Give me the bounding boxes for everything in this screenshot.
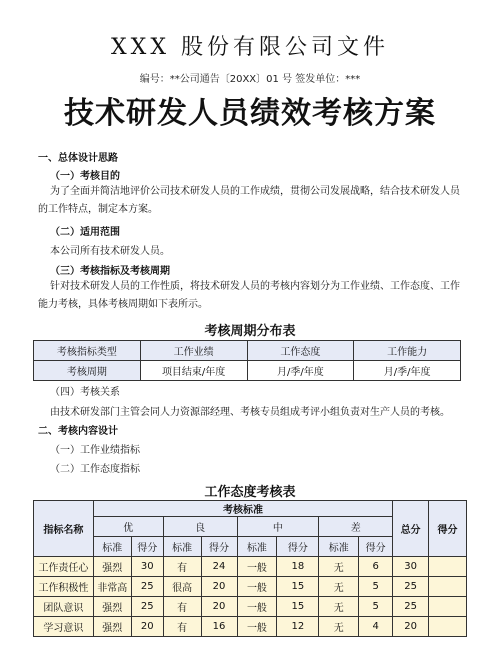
standard-cell: 一般 [237,597,277,617]
table-header-cell: 工作能力 [354,341,461,361]
indicators-text: 针对技术研发人员的工作性质，将技术研发人员的考核内容划分为工作业绩、工作态度、工作能力考核，具体考核周期如下表所示。 [38,281,460,310]
purpose-text: 为了全面并简洁地评价公司技术研发人员的工作成绩，贯彻公司发展战略，结合技术研发人员的工作特点，制定本方案。 [38,186,460,215]
table-cell: 考核周期 [34,361,141,381]
score-cell: 5 [359,597,393,617]
obtained-score-cell [429,557,467,577]
standard-cell: 无 [319,597,359,617]
table-row [34,577,467,597]
sub-standard-header: 标准 [163,537,201,557]
total-score-cell: 25 [393,577,429,597]
obtained-score-cell [429,577,467,597]
score-cell: 20 [131,617,163,637]
table-row [34,617,467,637]
subsection-heading-purpose: （一）考核目的 [50,171,120,182]
indicator-name-cell: 工作积极性 [34,577,94,597]
indicator-name-header: 指标名称 [34,501,94,557]
grade-poor: 差 [319,517,393,537]
score-cell: 5 [359,577,393,597]
score-cell: 16 [201,617,237,637]
subsection-heading-scope: （二）适用范围 [50,227,120,238]
total-score-cell: 25 [393,597,429,617]
obtained-score-cell [429,617,467,637]
standard-cell: 无 [319,557,359,577]
section-heading-2: 二、考核内容设计 [38,426,118,437]
relationship-text: 由技术研发部门主管会同人力资源部经理、考核专员组成考评小组负责对生产人员的考核。 [50,407,450,418]
total-score-cell: 20 [393,617,429,637]
table-header-row [34,341,461,361]
standard-cell: 无 [319,617,359,637]
score-cell: 4 [359,617,393,637]
table-row [34,597,467,617]
table1-caption: 考核周期分布表 [204,324,296,339]
section-heading-1: 一、总体设计思路 [38,153,118,164]
standard-cell: 非常高 [93,577,131,597]
standard-cell: 强烈 [93,557,131,577]
score-cell: 20 [201,597,237,617]
table-cell: 月/季/年度 [354,361,461,381]
cycle-distribution-table [33,340,461,381]
grade-good: 良 [163,517,237,537]
obtained-score-header: 得分 [429,501,467,557]
total-score-cell: 30 [393,557,429,577]
standard-cell: 有 [163,557,201,577]
grade-excellent: 优 [93,517,163,537]
score-cell: 12 [277,617,319,637]
document-header-title: XXX 股份有限公司文件 [111,35,389,60]
total-score-header: 总分 [393,501,429,557]
table-cell: 月/季/年度 [247,361,354,381]
sub-standard-header: 标准 [319,537,359,557]
standard-cell: 有 [163,617,201,637]
main-title: 技术研发人员绩效考核方案 [64,96,436,131]
subsection-heading-relationship: （四）考核关系 [50,387,120,398]
subsection-heading-attitude: （二）工作态度指标 [50,464,140,475]
table2-caption: 工作态度考核表 [204,485,296,500]
sub-standard-header: 标准 [93,537,131,557]
standard-cell: 一般 [237,577,277,597]
sub-score-header: 得分 [277,537,319,557]
standard-cell: 很高 [163,577,201,597]
standard-cell: 一般 [237,557,277,577]
table-header-row [34,501,467,517]
attitude-assessment-table [33,500,467,637]
table-header-cell: 工作业绩 [140,341,247,361]
score-cell: 15 [277,597,319,617]
score-cell: 30 [131,557,163,577]
subsection-heading-indicators: （三）考核指标及考核周期 [50,266,170,277]
indicator-name-cell: 学习意识 [34,617,94,637]
subsection-heading-performance: （一）工作业绩指标 [50,445,140,456]
document-number: 编号：**公司通告〔20XX〕01 号 签发单位：*** [139,74,361,85]
sub-score-header: 得分 [131,537,163,557]
score-cell: 24 [201,557,237,577]
standard-cell: 有 [163,597,201,617]
sub-score-header: 得分 [359,537,393,557]
score-cell: 20 [201,577,237,597]
scope-text: 本公司所有技术研发人员。 [50,246,170,257]
standard-header: 考核标准 [93,501,392,517]
table-cell: 项目结束/年度 [140,361,247,381]
score-cell: 15 [277,577,319,597]
score-cell: 25 [131,577,163,597]
table-header-cell: 工作态度 [247,341,354,361]
table-row [34,361,461,381]
standard-cell: 一般 [237,617,277,637]
table-row [34,557,467,577]
indicator-name-cell: 工作责任心 [34,557,94,577]
obtained-score-cell [429,597,467,617]
score-cell: 18 [277,557,319,577]
score-cell: 25 [131,597,163,617]
standard-cell: 强烈 [93,597,131,617]
grade-average: 中 [237,517,319,537]
standard-cell: 强烈 [93,617,131,637]
indicator-name-cell: 团队意识 [34,597,94,617]
sub-standard-header: 标准 [237,537,277,557]
standard-cell: 无 [319,577,359,597]
score-cell: 6 [359,557,393,577]
table-header-cell: 考核指标类型 [34,341,141,361]
sub-score-header: 得分 [201,537,237,557]
